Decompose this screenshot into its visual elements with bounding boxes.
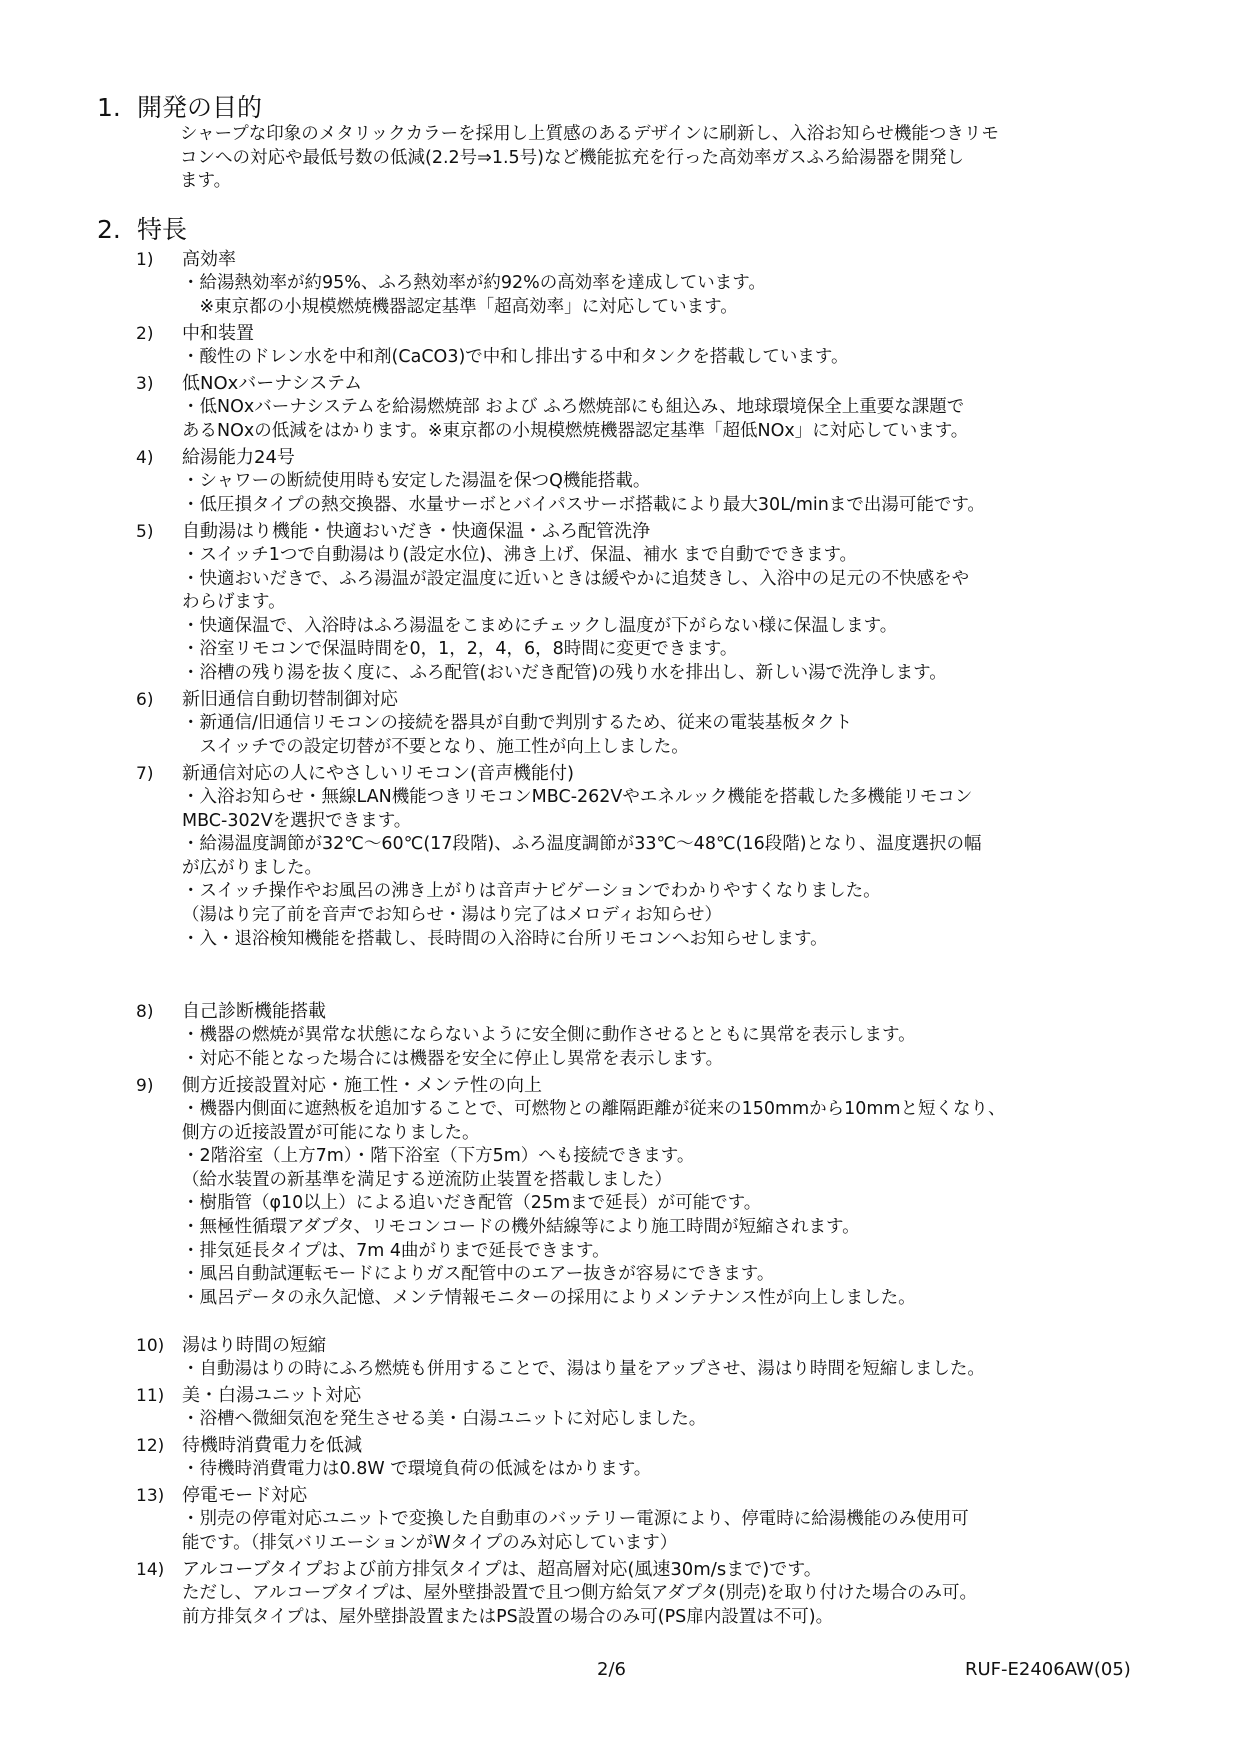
feature-number: 12) [136, 1436, 165, 1456]
feature-line: ・自動湯はりの時にふろ燃焼も併用することで、湯はり量をアップさせ、湯はり時間を短縮しました。 [182, 1359, 985, 1379]
feature-line: ・低NOxバーナシステムを給湯燃焼部 および ふろ燃焼部にも組込み、地球環境保全上重要な課題で [182, 397, 965, 417]
section-title: 特長 [137, 215, 188, 244]
feature-line: 前方排気タイプは、屋外壁掛設置またはPS設置の場合のみ可(PS扉内設置は不可)。 [182, 1606, 834, 1627]
feature-line: ・低圧損タイプの熱交換器、水量サーボとバイパスサーボ搭載により最大30L/minまで出湯可能です。 [182, 494, 985, 515]
feature-line: ・樹脂管（φ10以上）による追いだき配管（25mまで延長）が可能です。 [182, 1193, 762, 1214]
feature-line: ・スイッチ1つで自動湯はり(設定水位)、沸き上げ、保温、補水 まで自動でできます。 [182, 545, 858, 565]
feature-line: ・入・退浴検知機能を搭載し、長時間の入浴時に台所リモコンへお知らせします。 [182, 928, 828, 949]
feature-number: 7) [136, 764, 154, 784]
feature-line: わらげます。 [182, 592, 286, 613]
feature-title: 低NOxバーナシステム [182, 373, 363, 394]
feature-number: 6) [136, 690, 154, 710]
feature-title: 新旧通信自動切替制御対応 [182, 689, 398, 710]
feature-number: 9) [136, 1076, 154, 1096]
feature-line: 側方の近接設置が可能になりました。 [182, 1122, 480, 1143]
paragraph-line: シャープな印象のメタリックカラーを採用し上質感のあるデザインに刷新し、入浴お知らせ機能つきリモ [180, 124, 999, 144]
feature-line: ・入浴お知らせ・無線LAN機能つきリモコンMBC-262Vやエネルック機能を搭載した多機能リモコン [182, 787, 973, 807]
section-number: 1. [97, 93, 121, 122]
feature-number: 11) [136, 1386, 165, 1406]
feature-line: MBC-302Vを選択できます。 [182, 810, 412, 831]
section-2-heading [97, 215, 187, 245]
feature-line: ・浴槽の残り湯を抜く度に、ふろ配管(おいだき配管)の残り水を排出し、新しい湯で洗浄します。 [182, 662, 947, 683]
feature-line: ・浴室リモコンで保温時間を0，1，2，4，6，8時間に変更できます。 [182, 639, 738, 660]
feature-number: 14) [136, 1560, 165, 1580]
feature-line: ・風呂データの永久記憶、メンテ情報モニターの採用によりメンテナンス性が向上しました。 [182, 1287, 916, 1308]
feature-line: ・機器の燃焼が異常な状態にならないように安全側に動作させるとともに異常を表示します。 [182, 1025, 916, 1045]
feature-line: ・快適保温で、入浴時はふろ湯温をこまめにチェックし温度が下がらない様に保温します。 [182, 615, 898, 636]
section-title: 開発の目的 [137, 93, 263, 122]
feature-line: ・快適おいだきで、ふろ湯温が設定温度に近いときは緩やかに追焚きし、入浴中の足元の不快感をや [182, 568, 970, 589]
feature-line: ・シャワーの断続使用時も安定した湯温を保つQ機能搭載。 [182, 471, 651, 491]
feature-title: 側方近接設置対応・施工性・メンテ性の向上 [182, 1075, 542, 1096]
feature-number: 4) [136, 448, 154, 468]
feature-number: 13) [136, 1486, 165, 1506]
section-1-heading [97, 93, 262, 123]
feature-line: スイッチでの設定切替が不要となり、施工性が向上しました。 [182, 736, 689, 757]
feature-title: 中和装置 [182, 323, 254, 344]
paragraph-line: コンへの対応や最低号数の低減(2.2号⇒1.5号)など機能拡充を行った高効率ガスふろ給湯器を開発し [180, 147, 964, 168]
feature-number: 3) [136, 374, 154, 394]
feature-line: ただし、アルコーブタイプは、屋外壁掛設置で且つ側方給気アダプタ(別売)を取り付けた場合のみ可。 [182, 1583, 978, 1603]
feature-line: が広がりました。 [182, 857, 322, 878]
feature-line: ・別売の停電対応ユニットで変換した自動車のバッテリー電源により、停電時に給湯機能のみ使用可 [182, 1509, 969, 1529]
section-1-body [180, 123, 1155, 194]
feature-title: 湯はり時間の短縮 [182, 1335, 326, 1356]
feature-title: アルコーブタイプおよび前方排気タイプは、超高層対応(風速30m/sまで)です。 [182, 1559, 822, 1580]
feature-number: 10) [136, 1336, 165, 1356]
feature-line: ・対応不能となった場合には機器を安全に停止し異常を表示します。 [182, 1048, 724, 1069]
feature-title: 新通信対応の人にやさしいリモコン(音声機能付) [182, 763, 575, 784]
feature-title: 自己診断機能搭載 [182, 1001, 326, 1022]
feature-number: 2) [136, 324, 154, 344]
feature-line: ・待機時消費電力は0.8W で環境負荷の低減をはかります。 [182, 1459, 652, 1479]
feature-title: 自動湯はり機能・快適おいだき・快適保温・ふろ配管洗浄 [182, 521, 650, 542]
feature-title: 高効率 [182, 249, 236, 270]
feature-line: ・機器内側面に遮熱板を追加することで、可燃物との離隔距離が従来の150mmから10mmと短くなり、 [182, 1099, 1006, 1119]
document-code: RUF-E2406AW(05) [965, 1659, 1131, 1680]
feature-line: ※東京都の小規模燃焼機器認定基準「超高効率」に対応しています。 [182, 296, 738, 317]
feature-title: 停電モード対応 [182, 1485, 308, 1506]
paragraph-line: ます。 [180, 171, 232, 192]
feature-line: ・排気延長タイプは、7m 4曲がりまで延長できます。 [182, 1240, 610, 1261]
feature-line: あるNOxの低減をはかります。※東京都の小規模燃焼機器認定基準「超低NOx」に対応しています。 [182, 420, 969, 441]
feature-line: ・無極性循環アダプタ、リモコンコードの機外結線等により施工時間が短縮されます。 [182, 1216, 860, 1237]
page-number: 2/6 [597, 1659, 626, 1680]
feature-number: 1) [136, 250, 154, 270]
feature-line: ・浴槽へ微細気泡を発生させる美・白湯ユニットに対応しました。 [182, 1409, 707, 1429]
feature-line: （給水装置の新基準を満足する逆流防止装置を搭載しました） [182, 1169, 672, 1190]
feature-title: 待機時消費電力を低減 [182, 1435, 362, 1456]
feature-number: 8) [136, 1002, 154, 1022]
feature-title: 給湯能力24号 [182, 447, 295, 468]
feature-line: ・給湯熱効率が約95%、ふろ熱効率が約92%の高効率を達成しています。 [182, 273, 766, 293]
feature-line: ・風呂自動試運転モードによりガス配管中のエアー抜きが容易にできます。 [182, 1264, 775, 1285]
feature-line: （湯はり完了前を音声でお知らせ・湯はり完了はメロディお知らせ） [182, 904, 723, 925]
feature-line: 能です。（排気バリエーションがWタイプのみ対応しています） [182, 1532, 678, 1553]
feature-line: ・給湯温度調節が32℃～60℃(17段階)、ふろ温度調節が33℃～48℃(16段階)となり、温度選択の幅 [182, 834, 982, 855]
feature-number: 5) [136, 522, 154, 542]
feature-line: ・2階浴室（上方7m）・階下浴室（下方5m）へも接続できます。 [182, 1146, 695, 1167]
feature-line: ・スイッチ操作やお風呂の沸き上がりは音声ナビゲーションでわかりやすくなりました。 [182, 881, 881, 902]
feature-line: ・新通信/旧通信リモコンの接続を器具が自動で判別するため、従来の電装基板タクト [182, 713, 853, 733]
feature-title: 美・白湯ユニット対応 [182, 1385, 362, 1406]
feature-line: ・酸性のドレン水を中和剤(CaCO3)で中和し排出する中和タンクを搭載しています。 [182, 347, 849, 367]
section-number: 2. [97, 215, 121, 244]
